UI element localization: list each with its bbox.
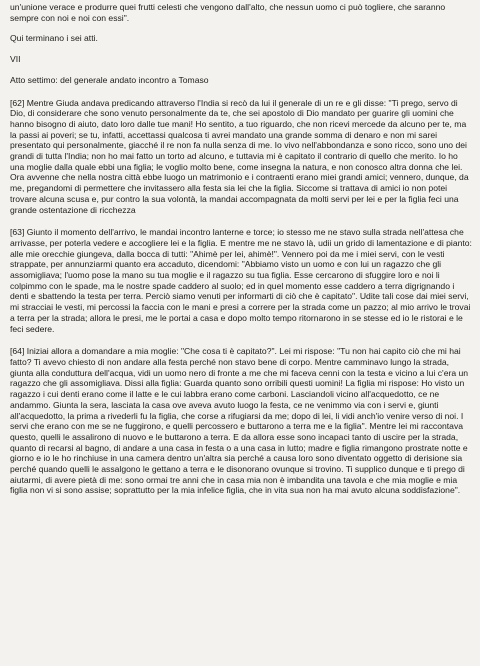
paragraph-62: [62] Mentre Giuda andava predicando attraverso l'India si recò da lui il generale di un re e gli disse: "Ti prego, servo di Dio, di considerare che sono venuto personalmente da te, che sei apostolo di Dio mandato per guarire gli uomini che hanno bisogno di aiuto, dato loro dalle tue mani! Ho sentito, a tuo riguardo, che non ricevi mercede da alcuno per te, ma la passi ai poveri; se tu, infatti, accettassi qualcosa ti avrei mandato una grande somma di denaro e non mi sarei presentato qui personalmente, giacché il re non fa nulla senza di me. Io vivo nell'abbondanza e sono ricco, sono uno dei grandi di tutta l'India; non ho mai fatto un torto ad alcuno, e tuttavia mi è capitato il contrario di quello che merito. Io ho una moglie dalla quale ebbi una figlia; le voglio molto bene, come insegna la natura, e non conosco altra donna che lei. Ora avvenne che nella nostra città ebbe luogo un matrimonio e i contraenti erano miei grandi amici; vennero, dunque, da me, pregandomi di permettere che invitassero alla festa sia lei che la figlia. Siccome si trattava di amici io non potei trovare alcuna scusa e, pur contro la sua volontà, la mandai accompagnata da molti servi per lei e per la figlia feci una grande ostentazione di ricchezza — [10, 97, 469, 215]
closing-line: Qui terminano i sei atti. — [10, 33, 98, 44]
paragraph-63: [63] Giunto il momento dell'arrivo, le mandai incontro lanterne e torce; io stesso me ne stavo sulla strada nell'attesa che arrivasse, per poterla vedere e accogliere lei e la figlia. E mentre me ne stavo là, udii un grido di lamentazione e di pianto: alle mie orecchie giungeva, dalla bocca di tutti: "Ahimè per lei, ahimè!". Vennero poi da me i miei servi, con le vesti strappate, per annunziarmi quanto era accaduto, dicendomi: "Abbiamo visto un uomo e con lui un ragazzo che gli assomigliava; l'uomo pose la mano su tua moglie e il ragazzo su tua figlia. Esse cercarono di sfuggire loro e noi li colpimmo con le spade, ma le nostre spade caddero al suolo; ed in quel momento esse caddero a terra digrignando i denti e sbattendo la testa per terra. Perciò siamo venuti per informarti di ciò che è capitato". Udite tali cose dai miei servi, mi stracciai le vesti, mi percossi la faccia con le mani e presi a correre per la strada come un pazzo; al mio arrivo le trovai a terra per la strada; allora le presi, me le portai a casa e dopo molto tempo ritornarono in se stesse ed io le ristorai e le feci sedere. — [10, 227, 472, 334]
paragraph-64: [64] Iniziai allora a domandare a mia moglie: "Che cosa ti è capitato?". Lei mi rispose: "Tu non hai capito ciò che mi hai fatto? Ti avevo chiesto di non andare alla festa perché non stavo bene di corpo. Mentre camminavo lungo la strada, giunta alla conduttura dell'acqua, vidi un uomo nero di fronte a me che mi faceva cenni con la testa e vicino a lui c'era un ragazzo che gli assomigliava. Dissi alla figlia: Guarda quanto sono orribili questi uomini! La figlia mi rispose: Ho visto un ragazzo i cui denti erano come il latte e le cui labbra erano come carboni. Lasciandoli vicino all'acquedotto, ce ne andammo. Giunta la sera, lasciata la casa ove aveva avuto luogo la festa, ce ne venimmo via con i servi e, giunti all'acquedotto, la prima a rivederli fu la figlia, che corse a rifugiarsi da me; dopo di lei, li vidi anch'io venire verso di noi. I servi che erano con me se ne fuggirono, e quelli percossero e buttarono a terra me e la figlia". Mentre lei mi raccontava questo, quelli le assalirono di nuovo e le buttarono a terra. E da allora esse sono incapaci tanto di uscire per la strada, quanto di recarsi al bagno, di andare a una casa in festa o a una casa in lutto; madre e figlia rimangono prostrate notte e giorno e io le ho rinchiuse in una camera dentro un'altra sia perché a causa loro sono diventato oggetto di derisione sia perché quando quelli le assalgono le gettano a terra e le disonorano ovunque si trovino. Ti supplico dunque e ti prego di aiutarmi, di avere pietà di me: sono ormai tre anni che in casa mia non è imbandita una tavola e che mia moglie e mia figlia non vi si sono assise; soprattutto per la mia infelice figlia, che in vita sua non ha mai avuto alcuna soddisfazione". — [10, 346, 469, 496]
roman-numeral: VII — [10, 54, 21, 65]
act-title: Atto settimo: del generale andato incontro a Tomaso — [10, 74, 209, 85]
intro-continuation: un'unione verace e produrre quei frutti celesti che vengono dall'alto, che nessun uomo ci può togliere, che saranno sempre con noi e noi con essi". — [10, 2, 446, 23]
